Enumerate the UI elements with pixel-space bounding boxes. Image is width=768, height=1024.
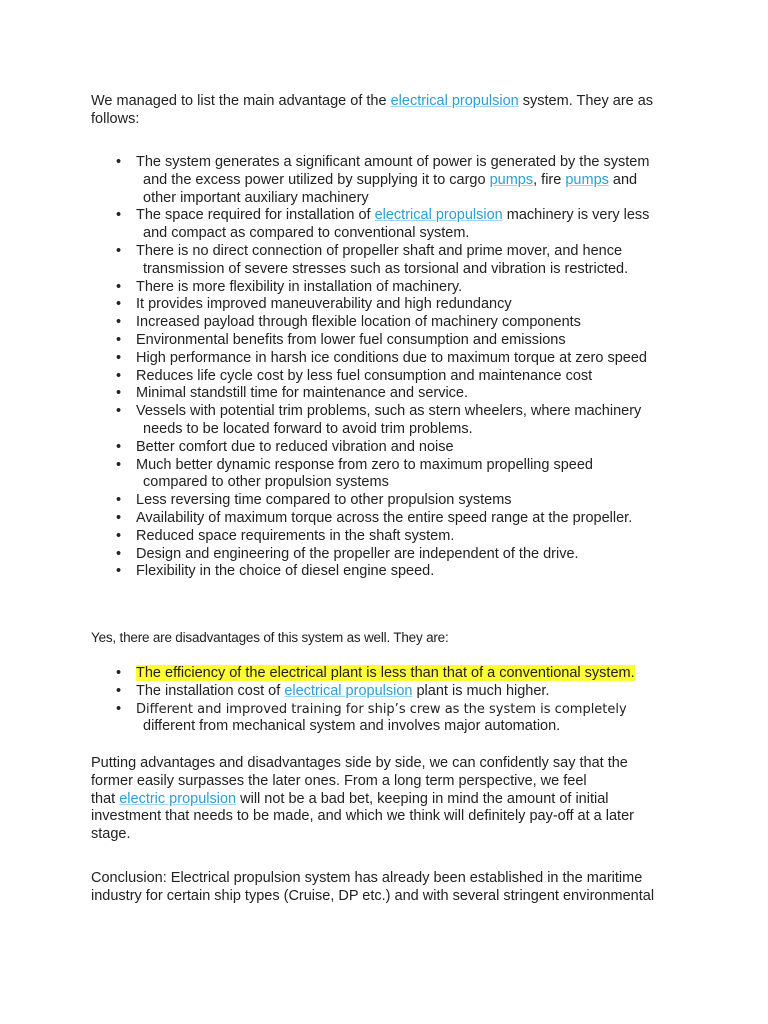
intro-text: We managed to list the main advantage of the [91,93,391,109]
list-item: • The space required for installation of electrical propulsion machinery is very less and compact as compared to conventional system. [116,207,650,242]
electric-propulsion-link[interactable]: electric propulsion [119,790,237,807]
bullet-icon: • [116,385,122,402]
list-item: • High performance in harsh ice conditions due to maximum torque at zero speed [116,349,647,366]
bullet-icon: • [116,563,122,580]
bullet-icon: • [116,296,122,313]
bullet-icon: • [116,207,122,224]
bullet-icon: • [116,682,122,699]
list-item [91,665,731,683]
list-item: • Reduces life cycle cost by less fuel consumption and maintenance cost [116,367,593,384]
intro-text-after: system. They are as [518,93,654,109]
bullet-icon: • [116,349,122,366]
list-item: • Availability of maximum torque across the entire speed range at the propeller. [116,509,633,526]
list-item: • Less reversing time compared to other propulsion systems [116,492,512,509]
list-item: • Different and improved training for ship’s crew as the system is completely different from mechanical system and involves major automation. [116,700,627,735]
summary-paragraph: Putting advantages and disadvantages side by side, we can confidently say that the former easily surpasses the later ones. From a long term perspective, we feel that electric propulsion will not be a bad bet, keeping in mind the amount of initial investment that needs to be made, and which we think will definitely pay-off at a later stage. [91,755,634,843]
bullet-icon: • [116,509,122,526]
bullet-icon: • [116,242,122,259]
list-item: • The system generates a significant amount of power is generated by the system and the excess power utilized by supplying it to cargo pumps, fire pumps and other important auxiliary machinery [116,154,650,206]
bullet-icon: • [116,314,122,331]
bullet-icon: • [116,527,122,544]
list-item: • Environmental benefits from lower fuel consumption and emissions [116,331,566,348]
bullet-icon: • [116,331,122,348]
highlighted-text: The efficiency of the electrical plant is less than that of a conventional system. [136,665,635,681]
list-item: • It provides improved maneuverability and high redundancy [116,296,512,313]
list-item: • There is more flexibility in installation of machinery. [116,278,463,295]
electrical-propulsion-link[interactable]: electrical propulsion [284,682,413,699]
bullet-icon: • [116,665,122,681]
disadvantages-intro: Yes, there are disadvantages of this system as well. They are: [91,630,449,645]
bullet-icon: • [116,545,122,562]
intro-paragraph [91,93,691,129]
list-item: • Increased payload through flexible location of machinery components [116,314,581,331]
list-item: • Much better dynamic response from zero to maximum propelling speed compared to other propulsion systems [116,456,593,491]
conclusion-paragraph: Conclusion: Electrical propulsion system has already been established in the maritime industry for certain ship types (Cruise, DP etc.) and with several stringent environmental [91,870,655,904]
list-item: • Vessels with potential trim problems, such as stern wheelers, where machinery needs to be located forward to avoid trim problems. [116,403,642,437]
list-item: • Reduced space requirements in the shaft system. [116,527,455,544]
bullet-icon: • [116,367,122,384]
list-item: • Minimal standstill time for maintenance and service. [116,385,469,402]
list-item: • Better comfort due to reduced vibration and noise [116,438,454,455]
bullet-icon: • [116,456,122,473]
disadvantages-list [91,665,731,736]
list-item: • Design and engineering of the propeller are independent of the drive. [116,545,579,562]
pumps-link[interactable]: pumps [565,171,609,188]
bullet-icon: • [116,700,122,717]
bullet-icon: • [116,278,122,295]
bullet-icon: • [116,403,122,420]
list-item: • The installation cost of electrical propulsion plant is much higher. [116,682,550,699]
pumps-link[interactable]: pumps [489,171,534,188]
list-item: • There is no direct connection of propeller shaft and prime mover, and hence transmission of severe stresses such as torsional and vibration is restricted. [116,242,629,277]
bullet-icon: • [116,438,122,455]
electrical-propulsion-link[interactable]: electrical propulsion [374,207,503,224]
intro-line-2: follows: [91,110,140,127]
intro-line-1 [91,93,691,111]
advantages-list [91,154,731,581]
list-item: • Flexibility in the choice of diesel engine speed. [116,563,435,580]
bullet-icon: • [116,492,122,509]
electrical-propulsion-link[interactable]: electrical propulsion [390,93,519,109]
bullet-icon: • [116,154,122,170]
